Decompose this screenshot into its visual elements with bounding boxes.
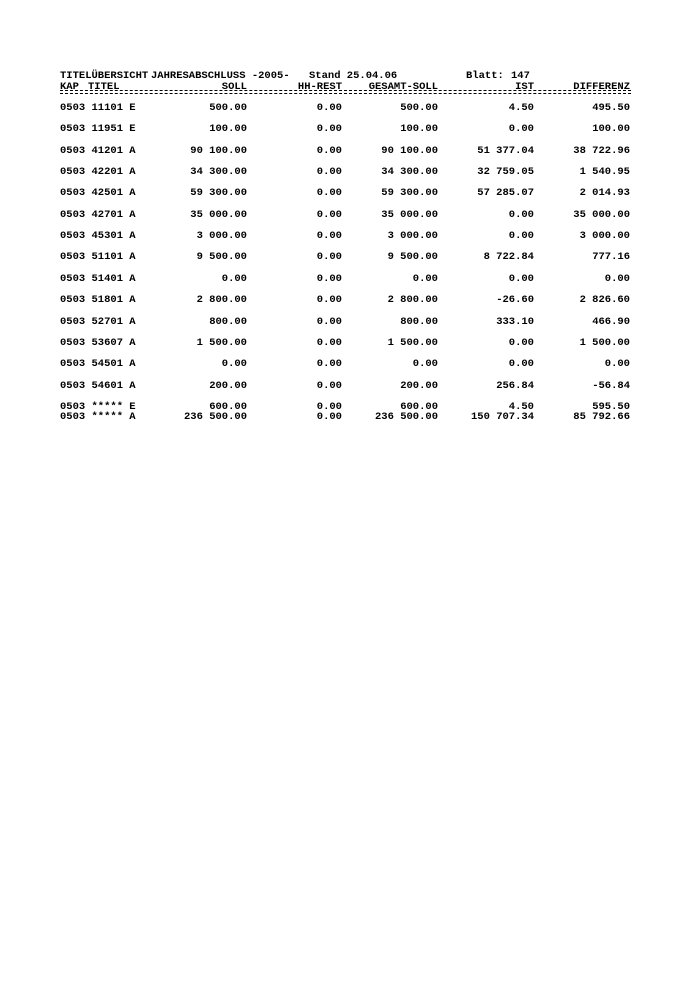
header-divider [60,90,631,94]
cell-gesamt-soll: 34 300.00 [381,166,438,179]
cell-gesamt-soll: 800.00 [400,315,438,328]
cell-kap-titel: 0503 41201 A [60,144,136,157]
table-row [0,380,700,392]
total-cell-differenz: 85 792.66 [573,411,630,423]
total-cell-ist: 150 707.34 [470,411,534,423]
cell-hh-rest: 0.00 [316,144,342,157]
cell-hh-rest: 0.00 [316,358,342,371]
cell-soll: 800.00 [209,315,247,328]
table-row [0,102,700,114]
cell-hh-rest: 0.00 [316,102,342,114]
cell-soll: 35 000.00 [190,208,247,221]
cell-gesamt-soll: 3 000.00 [387,230,438,243]
cell-ist: 0.00 [508,272,534,285]
cell-kap-titel: 0503 51401 A [60,272,136,285]
cell-differenz: 100.00 [592,123,630,136]
cell-ist: 57 285.07 [477,187,534,200]
cell-kap-titel: 0503 53607 A [60,336,136,349]
cell-gesamt-soll: 9 500.00 [387,251,438,264]
cell-ist: 0.00 [508,208,534,221]
cell-ist: 0.00 [508,336,534,349]
table-row [0,251,700,263]
cell-kap-titel: 0503 45301 A [60,230,136,243]
total-cell-gesamt-soll: 600.00 [400,401,438,413]
table-row [0,294,700,306]
cell-hh-rest: 0.00 [316,336,342,349]
cell-hh-rest: 0.00 [316,187,342,200]
cell-ist: 0.00 [508,358,534,371]
cell-differenz: 35 000.00 [573,208,630,221]
cell-kap-titel: 0503 11101 E [60,102,136,114]
col-header-gesamt-soll: GESAMT-SOLL [368,81,438,93]
cell-ist: 8 722.84 [483,251,534,264]
cell-ist: 0.00 [508,123,534,136]
cell-kap-titel: 0503 51101 A [60,251,136,264]
cell-kap-titel: 0503 42701 A [60,208,136,221]
cell-ist: 0.00 [508,230,534,243]
cell-ist: 32 759.05 [477,166,534,179]
cell-differenz: 495.50 [592,102,630,114]
cell-differenz: 466.90 [592,315,630,328]
cell-hh-rest: 0.00 [316,123,342,136]
cell-soll: 500.00 [209,102,247,114]
col-header-hh-rest: HH-REST [297,81,342,93]
cell-gesamt-soll: 2 800.00 [387,294,438,307]
cell-differenz: 1 540.95 [579,166,630,179]
report-date: Stand 25.04.06 [309,70,398,82]
cell-ist: 4.50 [508,102,534,114]
total-cell-kap-titel: 0503 ***** A [60,411,136,423]
cell-hh-rest: 0.00 [316,208,342,221]
cell-soll: 0.00 [221,358,247,371]
cell-hh-rest: 0.00 [316,230,342,243]
cell-differenz: -56.84 [592,379,630,392]
table-row [0,316,700,328]
cell-kap-titel: 0503 11951 E [60,123,136,136]
table-row [0,187,700,199]
table-row [0,145,700,157]
cell-differenz: 3 000.00 [579,230,630,243]
cell-hh-rest: 0.00 [316,315,342,328]
sheet-label: Blatt: [466,70,504,82]
total-cell-gesamt-soll: 236 500.00 [374,411,438,423]
cell-kap-titel: 0503 54601 A [60,379,136,392]
total-cell-soll: 600.00 [209,401,247,413]
cell-gesamt-soll: 1 500.00 [387,336,438,349]
cell-gesamt-soll: 0.00 [412,272,438,285]
cell-gesamt-soll: 100.00 [400,123,438,136]
cell-gesamt-soll: 0.00 [412,358,438,371]
cell-kap-titel: 0503 42201 A [60,166,136,179]
report-title: TITELÜBERSICHT [60,70,149,82]
cell-differenz: 38 722.96 [573,144,630,157]
cell-kap-titel: 0503 42501 A [60,187,136,200]
table-row [0,230,700,242]
cell-kap-titel: 0503 54501 A [60,358,136,371]
cell-soll: 90 100.00 [190,144,247,157]
cell-hh-rest: 0.00 [316,379,342,392]
table-row [0,358,700,370]
cell-hh-rest: 0.00 [316,166,342,179]
cell-hh-rest: 0.00 [316,251,342,264]
cell-differenz: 777.16 [592,251,630,264]
col-header-soll: SOLL [221,81,247,93]
cell-ist: 51 377.04 [477,144,534,157]
cell-ist: 256.84 [496,379,534,392]
cell-soll: 2 800.00 [196,294,247,307]
col-header-titel: TITEL [88,81,120,93]
cell-hh-rest: 0.00 [316,272,342,285]
cell-differenz: 2 826.60 [579,294,630,307]
cell-soll: 100.00 [209,123,247,136]
cell-differenz: 0.00 [604,272,630,285]
cell-soll: 3 000.00 [196,230,247,243]
cell-soll: 34 300.00 [190,166,247,179]
table-row [0,166,700,178]
cell-soll: 0.00 [221,272,247,285]
total-cell-kap-titel: 0503 ***** E [60,401,136,413]
totals-row [0,411,700,423]
cell-kap-titel: 0503 52701 A [60,315,136,328]
cell-gesamt-soll: 90 100.00 [381,144,438,157]
total-cell-hh-rest: 0.00 [316,401,342,413]
total-cell-differenz: 595.50 [592,401,630,413]
cell-soll: 9 500.00 [196,251,247,264]
cell-differenz: 2 014.93 [579,187,630,200]
cell-gesamt-soll: 59 300.00 [381,187,438,200]
cell-soll: 59 300.00 [190,187,247,200]
report-name: JAHRESABSCHLUSS -2005- [151,70,290,82]
cell-gesamt-soll: 35 000.00 [381,208,438,221]
cell-ist: -26.60 [496,294,534,307]
col-header-differenz: DIFFERENZ [573,81,630,93]
total-cell-ist: 4.50 [508,401,534,413]
total-cell-hh-rest: 0.00 [316,411,342,423]
col-header-ist: IST [515,81,534,93]
cell-kap-titel: 0503 51801 A [60,294,136,307]
col-header-kap: KAP [60,81,79,93]
table-row [0,337,700,349]
cell-differenz: 0.00 [604,358,630,371]
cell-soll: 200.00 [209,379,247,392]
total-cell-soll: 236 500.00 [183,411,247,423]
cell-gesamt-soll: 200.00 [400,379,438,392]
table-row [0,273,700,285]
cell-gesamt-soll: 500.00 [400,102,438,114]
cell-soll: 1 500.00 [196,336,247,349]
cell-hh-rest: 0.00 [316,294,342,307]
table-row [0,209,700,221]
cell-ist: 333.10 [496,315,534,328]
table-row [0,123,700,135]
sheet-number: 147 [511,70,530,82]
cell-differenz: 1 500.00 [579,336,630,349]
